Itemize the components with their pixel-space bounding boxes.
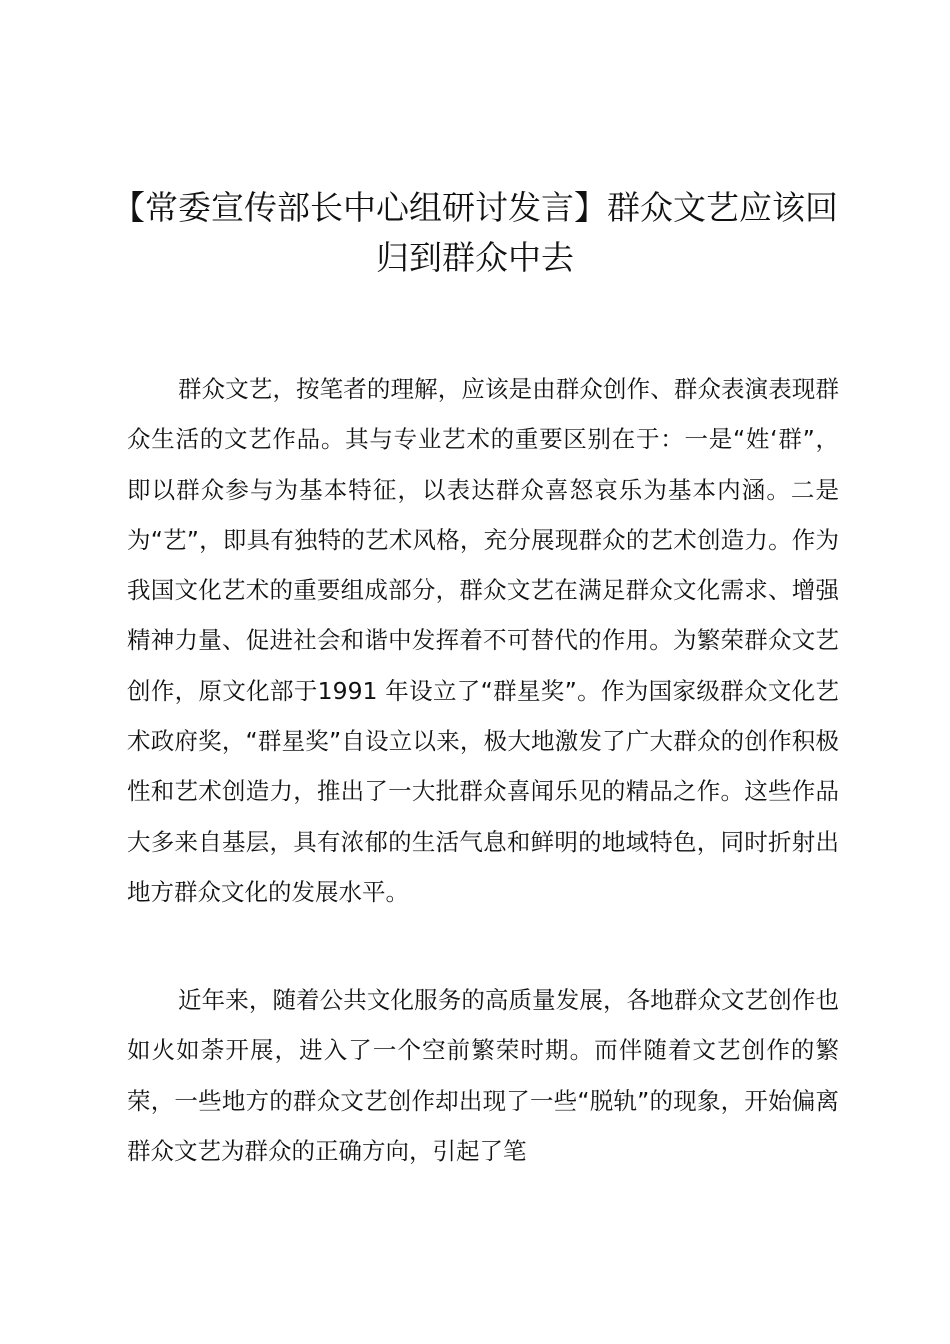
body-paragraph-2: 近年来，随着公共文化服务的高质量发展，各地群众文艺创作也如火如荼开展，进入了一个空前繁荣时期。而伴随着文艺创作的繁荣，一些地方的群众文艺创作却出现了一些“脱轨”的现象，开始偏离群众文艺为群众的正确方向，引起了笔: [127, 986, 839, 1165]
body-paragraph-1: 群众文艺，按笔者的理解，应该是由群众创作、群众表演表现群众生活的文艺作品。其与专业艺术的重要区别在于：一是“姓‘群”，即以群众参与为基本特征，以表达群众喜怒哀乐为基本内涵。二是为“艺”，即具有独特的艺术风格，充分展现群众的艺术创造力。作为我国文化艺术的重要组成部分，群众文艺在满足群众文化需求、增强精神力量、促进社会和谐中发挥着不可替代的作用。为繁荣群众文艺创作，原文化部于1991 年设立了“群星奖”。作为国家级群众文化艺术政府奖，“群星奖”自设立以来，极大地激发了广大群众的创作积极性和艺术创造力，推出了一大批群众喜闻乐见的精品之作。这些作品大多来自基层，具有浓郁的生活气息和鲜明的地域特色，同时折射出地方群众文化的发展水平。: [127, 375, 839, 906]
document-title: 【常委宣传部长中心组研讨发言】群众文艺应该回归到群众中去: [112, 188, 838, 277]
